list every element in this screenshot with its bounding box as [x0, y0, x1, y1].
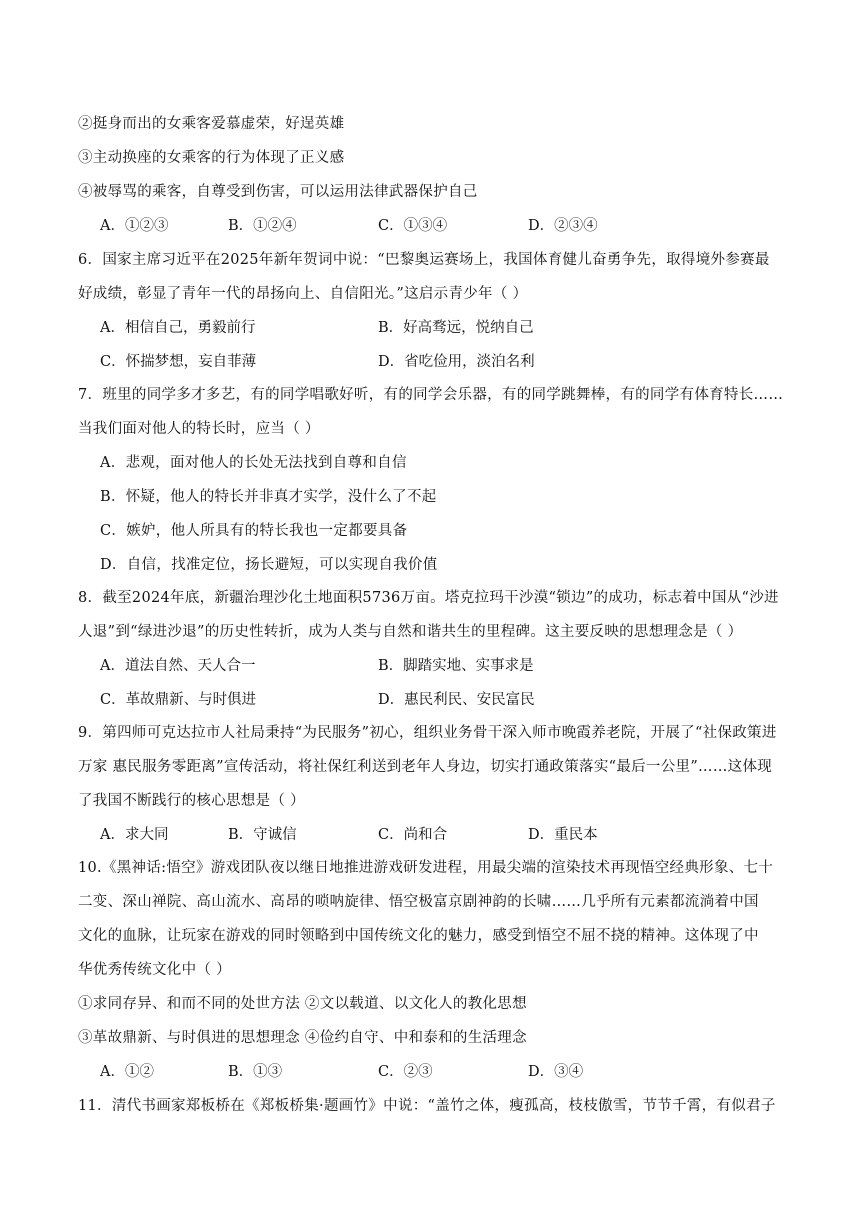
- q5-statement-3: ③主动换座的女乘客的行为体现了正义感: [78, 150, 345, 166]
- q5-option-c: C．①③④: [378, 218, 448, 234]
- q10-option-b: B．①③: [228, 1064, 283, 1080]
- q10-statements-1-2: ①求同存异、和而不同的处世方法 ②文以载道、以文化人的教化思想: [78, 996, 527, 1012]
- q10-statements-3-4: ③革故鼎新、与时俱进的思想理念 ④俭约自守、中和泰和的生活理念: [78, 1030, 527, 1046]
- q9-option-b: B．守诚信: [228, 827, 297, 843]
- q10-option-c: C．②③: [378, 1064, 433, 1080]
- q6-option-c: C．怀揣梦想，妄自菲薄: [100, 354, 257, 370]
- q7-option-a: A．悲观，面对他人的长处无法找到自尊和自信: [100, 455, 407, 471]
- q10-stem-line-2: 二变、深山禅院、高山流水、高昂的唢呐旋律、悟空极富京剧神韵的长啸……几乎所有元素都流淌着中国: [78, 894, 759, 910]
- q5-option-d: D．②③④: [528, 218, 598, 234]
- q6-stem-line-2: 好成绩，彰显了青年一代的昂扬向上、自信阳光。”这启示青少年（ ）: [78, 286, 528, 302]
- q8-stem-line-1: 8．截至2024年底，新疆治理沙化土地面积5736万亩。塔克拉玛干沙漠“锁边”的成功，标志着中国从“沙进: [78, 590, 779, 606]
- q8-option-c: C．革故鼎新、与时俱进: [100, 692, 257, 708]
- q10-stem-line-4: 华优秀传统文化中（ ）: [78, 962, 231, 978]
- q10-option-d: D．③④: [528, 1064, 584, 1080]
- q8-option-b: B．脚踏实地、实事求是: [378, 658, 534, 674]
- q11-stem-line-1: 11．清代书画家郑板桥在《郑板桥集·题画竹》中说：“盖竹之体，瘦孤高，枝枝傲雪，节节千霄，有似君子: [78, 1098, 776, 1114]
- q5-option-a: A．①②③: [100, 218, 169, 234]
- q6-option-a: A．相信自己，勇毅前行: [100, 320, 256, 336]
- q9-option-a: A．求大同: [100, 827, 169, 843]
- q5-option-b: B．①②④: [228, 218, 297, 234]
- q8-stem-line-2: 人退”到“绿进沙退”的历史性转折，成为人类与自然和谐共生的里程碑。这主要反映的思想理念是（ ）: [78, 624, 743, 640]
- q6-option-d: D．省吃俭用，淡泊名利: [378, 354, 535, 370]
- q7-option-c: C．嫉妒，他人所具有的特长我也一定都要具备: [100, 523, 408, 539]
- q7-option-d: D．自信，找准定位，扬长避短，可以实现自我价值: [100, 557, 438, 573]
- q9-option-c: C．尚和合: [378, 827, 448, 843]
- q10-stem-line-3: 文化的血脉，让玩家在游戏的同时领略到中国传统文化的魅力，感受到悟空不屈不挠的精神。这体现了中: [78, 928, 759, 944]
- q9-option-d: D．重民本: [528, 827, 598, 843]
- q7-option-b: B．怀疑，他人的特长并非真才实学，没什么了不起: [100, 489, 437, 505]
- q6-stem-line-1: 6．国家主席习近平在2025年新年贺词中说：“巴黎奥运赛场上，我国体育健儿奋勇争先，取得境外参赛最: [78, 252, 770, 268]
- q8-option-a: A．道法自然、天人合一: [100, 658, 256, 674]
- q5-statement-2: ②挺身而出的女乘客爱慕虚荣，好逞英雄: [78, 116, 345, 132]
- q7-stem-line-2: 当我们面对他人的特长时，应当（ ）: [78, 421, 320, 437]
- q7-stem-line-1: 7．班里的同学多才多艺，有的同学唱歌好听，有的同学会乐器，有的同学跳舞棒，有的同学有体育特长……: [78, 387, 784, 403]
- q6-option-b: B．好高骛远，悦纳自己: [378, 320, 534, 336]
- q9-stem-line-1: 9．第四师可克达拉市人社局秉持“为民服务”初心，组织业务骨干深入师市晚霞养老院，开展了“社保政策进: [78, 725, 777, 741]
- q10-stem-line-1: 10.《黑神话:悟空》游戏团队夜以继日地推进游戏研发进程，用最尖端的渲染技术再现悟空经典形象、七十: [78, 860, 774, 876]
- q5-statement-4: ④被辱骂的乘客，自尊受到伤害，可以运用法律武器保护自己: [78, 184, 478, 200]
- q10-option-a: A．①②: [100, 1064, 154, 1080]
- q9-stem-line-3: 了我国不断践行的核心思想是（ ）: [78, 793, 305, 809]
- q8-option-d: D．惠民利民、安民富民: [378, 692, 535, 708]
- q9-stem-line-2: 万家 惠民服务零距离”宣传活动，将社保红利送到老年人身边，切实打通政策落实“最后一公里”……这体现: [78, 759, 773, 775]
